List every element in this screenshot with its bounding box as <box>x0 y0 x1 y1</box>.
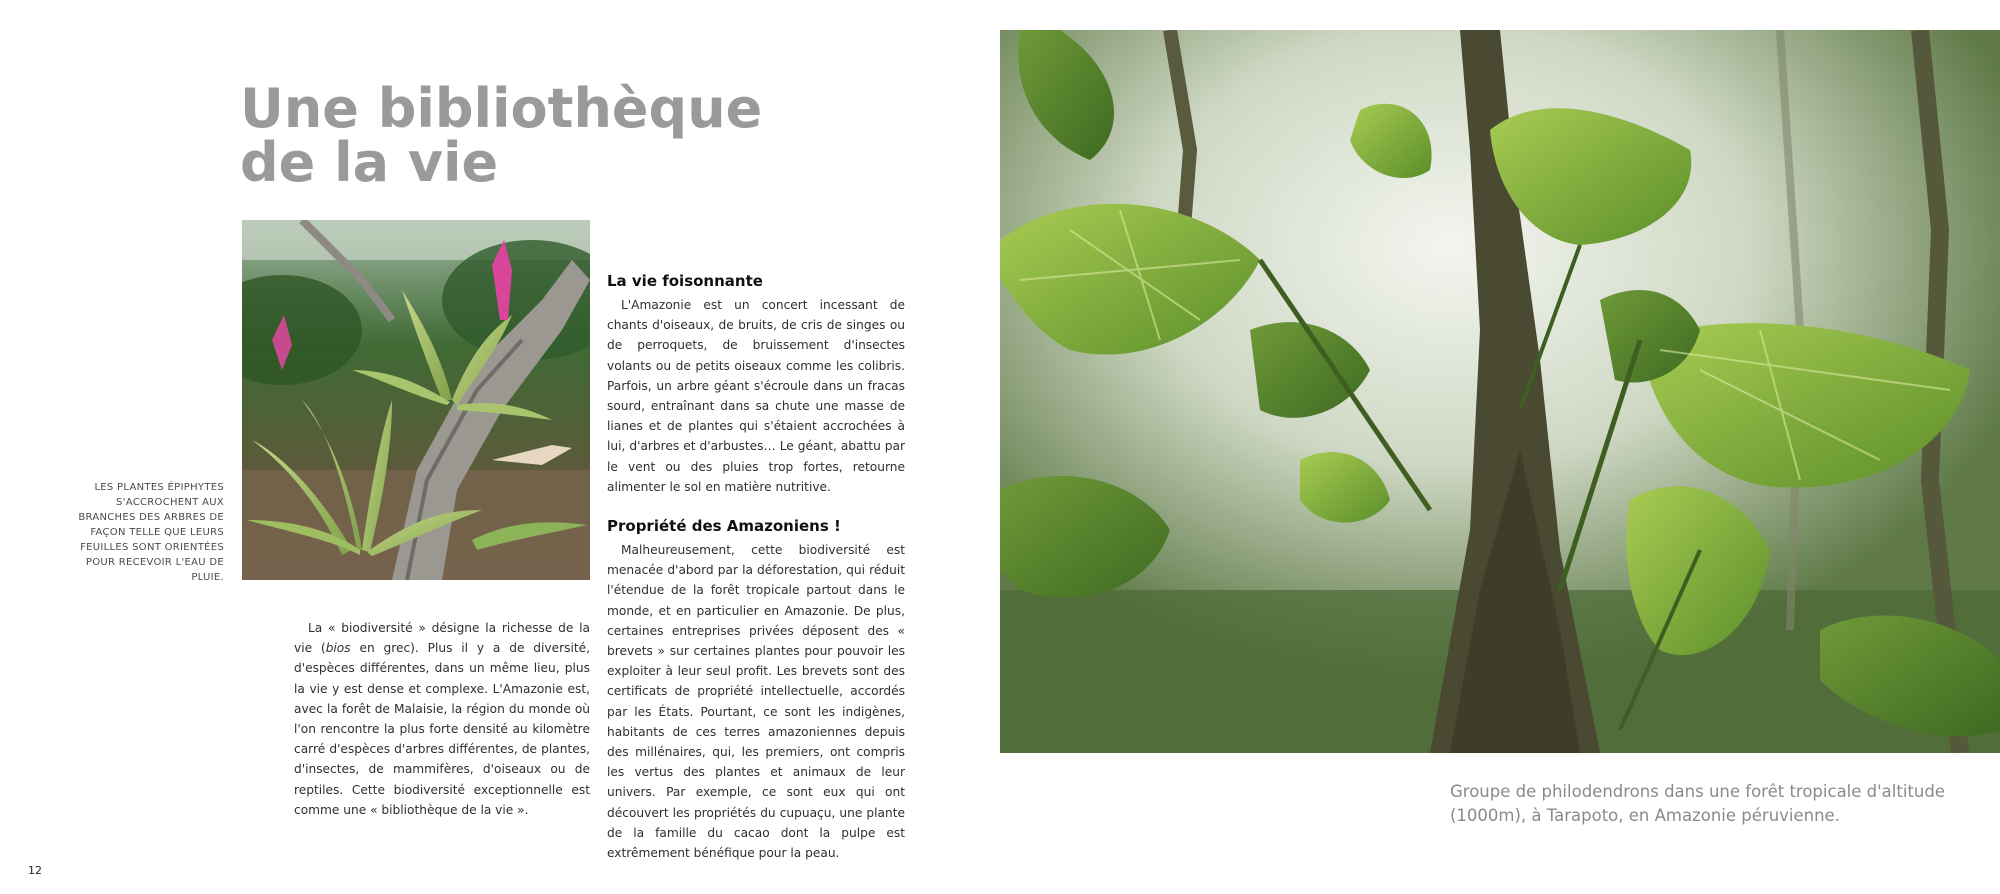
rainforest-philodendron-photo <box>1000 30 2000 753</box>
title-line-1: Une bibliothèque <box>240 77 763 140</box>
right-photo-caption: Groupe de philodendrons dans une forêt tropicale d'altitude (1000m), à Tarapoto, en Amazonie péruvienne. <box>1450 782 1945 825</box>
section-vie-foisonnante <box>607 270 905 497</box>
section-heading: La vie foisonnante <box>607 272 763 290</box>
intro-text-after: en grec). Plus il y a de diversité, d'espèces différentes, dans un même lieu, plus la vie y est dense et complexe. L'Amazonie est, avec la forêt de Malaisie, la région du monde où l'on rencontre la plus forte densité au kilomètre carré d'espèces d'arbres différentes, de plantes, d'insectes, de mammifères, d'oiseaux ou de reptiles. Cette biodiversité exceptionnelle est comme une « bibliothèque de la vie ». <box>294 641 590 817</box>
intro-italic-word: bios <box>325 641 351 656</box>
left-photo-caption: LES PLANTES ÉPIPHYTES S'ACCROCHENT AUX BRANCHES DES ARBRES DE FAÇON TELLE QUE LEURS FEUILLES SONT ORIENTÉES POUR RECEVOIR L'EAU DE PLUIE. <box>78 482 224 583</box>
section-paragraph: L'Amazonie est un concert incessant de chants d'oiseaux, de bruits, de cris de singes ou de perroquets, de bruissement d'insectes volants ou de petits oiseaux comme les colibris. Parfois, un arbre géant s'écroule dans un fracas sourd, entraînant dans sa chute une masse de lianes et de plantes qui s'étaient accrochées à lui, d'arbres et d'arbustes… Le géant, abattu par le vent ou des pluies trop fortes, retourne alimenter le sol en matière nutritive. <box>607 298 905 494</box>
section-heading: Propriété des Amazoniens ! <box>607 517 841 536</box>
title-line-2: de la vie <box>240 131 499 194</box>
section-propriete <box>607 515 905 863</box>
section-paragraph: Malheureusement, cette biodiversité est menacée d'abord par la déforestation, qui réduit l'étendue de la forêt tropicale partout dans le monde, et en particulier en Amazonie. De plus, certaines entreprises privées déposent des « brevets » sur certaines plantes pour pouvoir les exploiter à leur seul profit. Les brevets sont des certificats de propriété intellectuelle, accordés par les États. Pourtant, ce sont les indigènes, habitants de ces terres amazoniennes depuis des millénaires, qui, les premiers, ont compris les vertus des plantes et animaux de leur univers. Par exemple, ce sont eux qui ont découvert les propriétés du cupuaçu, une plante de la famille du cacao dont la pulpe est extrêmement bénéfique pour la peau. <box>607 543 905 861</box>
intro-paragraph <box>294 618 590 820</box>
page-title <box>240 77 800 194</box>
article-column <box>607 270 905 871</box>
intro-text-before: La « biodiversité » désigne la richesse de la vie ( <box>294 621 590 656</box>
page-number: 12 <box>28 864 42 877</box>
bromeliad-photo <box>242 220 590 580</box>
